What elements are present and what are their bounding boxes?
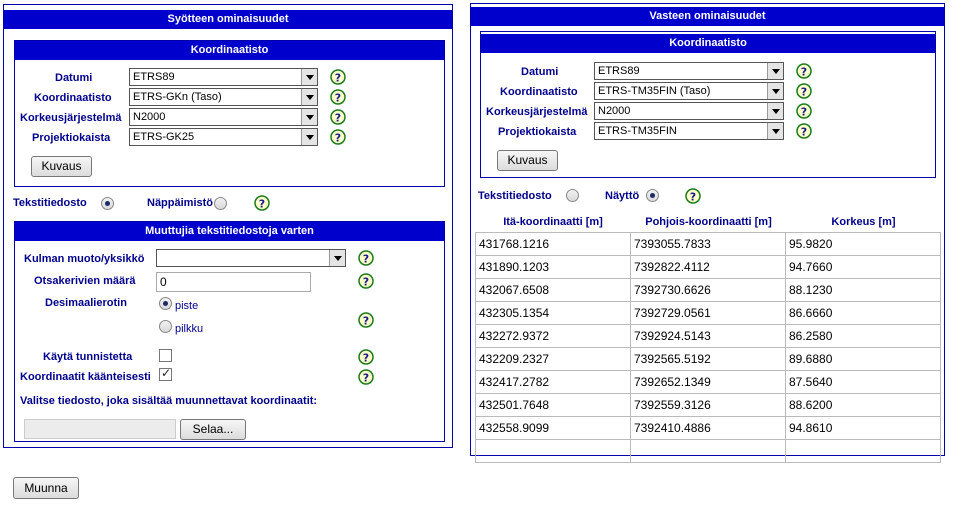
table-row	[476, 440, 941, 463]
output-coord-panel	[480, 31, 936, 178]
help-icon[interactable]	[330, 89, 346, 105]
browse-button[interactable]: Selaa...	[180, 419, 246, 440]
table-cell[interactable]: 432272.9372	[476, 325, 631, 348]
reverse-checkbox[interactable]	[159, 368, 172, 381]
text-file-variables-panel	[14, 221, 445, 442]
help-icon[interactable]	[796, 63, 812, 79]
source-keyboard-radio[interactable]	[214, 197, 227, 210]
help-icon[interactable]	[685, 188, 701, 204]
help-icon[interactable]	[796, 83, 812, 99]
column-header-north: Pohjois-koordinaatti [m]	[645, 216, 772, 228]
table-row	[476, 256, 941, 279]
table-row	[476, 325, 941, 348]
target-screen-radio[interactable]	[646, 189, 659, 202]
table-cell[interactable]: 432501.7648	[476, 394, 631, 417]
help-icon[interactable]	[358, 369, 374, 385]
help-icon[interactable]	[358, 273, 374, 289]
column-header-east: Itä-koordinaatti [m]	[503, 216, 603, 228]
help-icon[interactable]	[330, 129, 346, 145]
output-datum-value: ETRS89	[598, 65, 640, 77]
table-row	[476, 394, 941, 417]
table-cell[interactable]: 87.5640	[786, 371, 941, 394]
table-cell[interactable]: 86.6660	[786, 302, 941, 325]
target-screen-label: Näyttö	[605, 190, 640, 202]
input-height-select[interactable]	[129, 108, 318, 126]
input-zone-select[interactable]	[129, 128, 318, 146]
table-cell[interactable]: 7392822.4112	[631, 256, 786, 279]
output-system-value: ETRS-TM35FIN (Taso)	[598, 85, 711, 97]
table-row	[476, 348, 941, 371]
table-cell[interactable]: 431890.1203	[476, 256, 631, 279]
chevron-down-icon	[767, 63, 783, 79]
table-cell[interactable]: 7392410.4886	[631, 417, 786, 440]
table-cell[interactable]: 86.2580	[786, 325, 941, 348]
input-coord-title: Koordinaatisto	[15, 41, 444, 60]
reverse-label: Koordinaatit käänteisesti	[20, 371, 151, 383]
chevron-down-icon	[301, 129, 317, 145]
help-icon[interactable]	[254, 195, 270, 211]
help-icon[interactable]	[358, 312, 374, 328]
angle-select[interactable]	[156, 249, 346, 267]
table-cell[interactable]: 88.1230	[786, 279, 941, 302]
source-text-file-radio[interactable]	[101, 197, 114, 210]
input-zone-value: ETRS-GK25	[133, 131, 195, 143]
input-height-label: Korkeusjärjestelmä	[20, 112, 122, 124]
output-zone-label: Projektiokaista	[498, 126, 577, 138]
table-cell[interactable]: 7392924.5143	[631, 325, 786, 348]
table-cell[interactable]: 432558.9099	[476, 417, 631, 440]
chevron-down-icon	[767, 83, 783, 99]
input-describe-button[interactable]: Kuvaus	[31, 156, 92, 177]
table-cell[interactable]: 94.8610	[786, 417, 941, 440]
column-header-height: Korkeus [m]	[831, 216, 896, 228]
output-describe-button[interactable]: Kuvaus	[497, 150, 558, 171]
table-cell[interactable]: 95.9820	[786, 233, 941, 256]
chevron-down-icon	[301, 109, 317, 125]
input-datum-label: Datumi	[55, 72, 93, 84]
help-icon[interactable]	[330, 109, 346, 125]
input-panel-title: Syötteen ominaisuudet	[4, 10, 452, 29]
table-cell[interactable]: 94.7660	[786, 256, 941, 279]
table-cell[interactable]: 432067.6508	[476, 279, 631, 302]
input-system-label: Koordinaatisto	[34, 92, 112, 104]
table-cell[interactable]: 7392730.6626	[631, 279, 786, 302]
header-rows-input[interactable]: 0	[156, 272, 311, 292]
table-cell[interactable]: 431768.1216	[476, 233, 631, 256]
chevron-down-icon	[767, 123, 783, 139]
target-text-file-label: Tekstitiedosto	[478, 190, 552, 202]
table-cell[interactable]: 89.6880	[786, 348, 941, 371]
decimal-comma-radio[interactable]	[159, 320, 172, 333]
output-height-label: Korkeusjärjestelmä	[486, 106, 588, 118]
output-height-value: N2000	[598, 105, 631, 117]
file-path-input[interactable]	[24, 419, 176, 439]
output-system-select[interactable]	[594, 82, 784, 100]
decimal-comma-label: pilkku	[175, 323, 204, 335]
input-system-value: ETRS-GKn (Taso)	[133, 91, 222, 103]
output-zone-select[interactable]	[594, 122, 784, 140]
table-cell[interactable]: 7392729.0561	[631, 302, 786, 325]
variables-title: Muuttujia tekstitiedostoja varten	[15, 222, 444, 241]
help-icon[interactable]	[358, 349, 374, 365]
help-icon[interactable]	[796, 103, 812, 119]
chevron-down-icon	[301, 69, 317, 85]
decimal-point-radio[interactable]	[159, 297, 172, 310]
chevron-down-icon	[329, 250, 345, 266]
input-properties-panel	[3, 4, 453, 448]
chevron-down-icon	[767, 103, 783, 119]
table-cell[interactable]: 7393055.7833	[631, 233, 786, 256]
header-rows-label: Otsakerivien määrä	[34, 275, 136, 287]
source-text-file-label: Tekstitiedosto	[13, 197, 87, 209]
output-zone-value: ETRS-TM35FIN	[598, 125, 677, 137]
table-cell[interactable]: 88.6200	[786, 394, 941, 417]
table-cell[interactable]: 7392652.1349	[631, 371, 786, 394]
input-coord-panel	[14, 40, 445, 187]
help-icon[interactable]	[330, 69, 346, 85]
table-cell[interactable]	[476, 440, 631, 463]
input-datum-value: ETRS89	[133, 71, 175, 83]
decimal-point-label: piste	[175, 300, 199, 312]
convert-button[interactable]: Muunna	[13, 477, 79, 499]
output-coord-title: Koordinaatisto	[481, 34, 935, 53]
use-id-checkbox[interactable]	[159, 349, 172, 362]
output-datum-label: Datumi	[521, 66, 559, 78]
results-table	[475, 232, 941, 463]
table-cell[interactable]: 432305.1354	[476, 302, 631, 325]
table-cell[interactable]: 7392559.3126	[631, 394, 786, 417]
input-datum-select[interactable]	[129, 68, 318, 86]
input-system-select[interactable]	[129, 88, 318, 106]
table-cell[interactable]	[631, 440, 786, 463]
table-row	[476, 233, 941, 256]
chevron-down-icon	[301, 89, 317, 105]
table-row	[476, 302, 941, 325]
output-height-select[interactable]	[594, 102, 784, 120]
table-cell[interactable]: 432417.2782	[476, 371, 631, 394]
target-text-file-radio[interactable]	[566, 189, 579, 202]
decimal-label: Desimaalierotin	[45, 297, 127, 309]
table-cell[interactable]: 7392565.5192	[631, 348, 786, 371]
table-cell[interactable]: 432209.2327	[476, 348, 631, 371]
table-row	[476, 279, 941, 302]
help-icon[interactable]	[358, 250, 374, 266]
output-system-label: Koordinaatisto	[500, 86, 578, 98]
input-zone-label: Projektiokaista	[32, 132, 111, 144]
help-icon[interactable]	[796, 123, 812, 139]
table-cell[interactable]	[786, 440, 941, 463]
source-keyboard-label: Näppäimistö	[147, 197, 214, 209]
output-datum-select[interactable]	[594, 62, 784, 80]
output-properties-panel	[470, 3, 945, 456]
table-row	[476, 371, 941, 394]
output-panel-title: Vasteen ominaisuudet	[471, 7, 944, 26]
table-row	[476, 417, 941, 440]
file-prompt: Valitse tiedosto, joka sisältää muunnettavat koordinaatit:	[20, 395, 318, 407]
use-id-label: Käytä tunnistetta	[43, 351, 133, 363]
angle-label: Kulman muoto/yksikkö	[24, 253, 145, 265]
input-height-value: N2000	[133, 111, 166, 123]
